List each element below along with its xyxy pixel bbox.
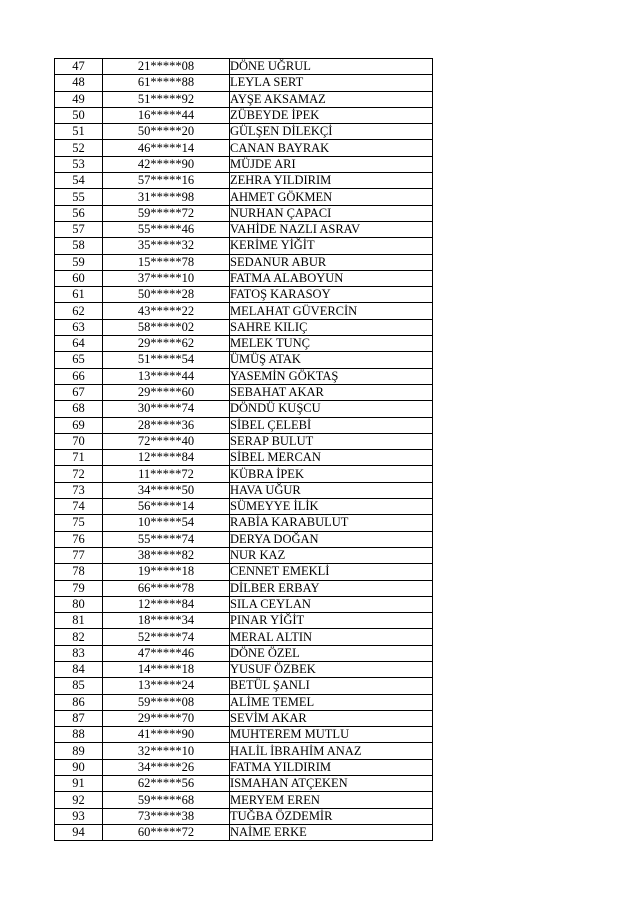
table-row	[55, 694, 433, 710]
table-row	[55, 678, 433, 694]
masked-id-cell: 61*****88	[103, 75, 230, 91]
full-name-cell: TUĞBA ÖZDEMİR	[230, 808, 433, 824]
full-name-cell: MELAHAT GÜVERCİN	[230, 303, 433, 319]
table-row	[55, 531, 433, 547]
row-number-cell: 94	[55, 824, 103, 840]
masked-id-cell: 51*****54	[103, 352, 230, 368]
table-row	[55, 824, 433, 840]
table-row	[55, 727, 433, 743]
row-number-cell: 82	[55, 629, 103, 645]
table-row	[55, 450, 433, 466]
row-number-cell: 80	[55, 596, 103, 612]
table-row	[55, 629, 433, 645]
masked-id-cell: 34*****50	[103, 482, 230, 498]
row-number-cell: 60	[55, 270, 103, 286]
masked-id-cell: 42*****90	[103, 156, 230, 172]
full-name-cell: NURHAN ÇAPACI	[230, 205, 433, 221]
full-name-cell: MUHTEREM MUTLU	[230, 727, 433, 743]
masked-id-cell: 43*****22	[103, 303, 230, 319]
row-number-cell: 77	[55, 547, 103, 563]
full-name-cell: ÜMÜŞ ATAK	[230, 352, 433, 368]
row-number-cell: 48	[55, 75, 103, 91]
row-number-cell: 56	[55, 205, 103, 221]
full-name-cell: YASEMİN GÖKTAŞ	[230, 368, 433, 384]
row-number-cell: 87	[55, 710, 103, 726]
row-number-cell: 79	[55, 580, 103, 596]
full-name-cell: SİBEL ÇELEBİ	[230, 417, 433, 433]
table-row	[55, 238, 433, 254]
table-row	[55, 156, 433, 172]
masked-id-cell: 58*****02	[103, 319, 230, 335]
table-row	[55, 499, 433, 515]
full-name-cell: DÖNE ÖZEL	[230, 645, 433, 661]
row-number-cell: 70	[55, 433, 103, 449]
masked-id-cell: 35*****32	[103, 238, 230, 254]
row-number-cell: 91	[55, 776, 103, 792]
masked-id-cell: 41*****90	[103, 727, 230, 743]
table-row	[55, 759, 433, 775]
full-name-cell: HALİL İBRAHİM ANAZ	[230, 743, 433, 759]
masked-id-cell: 29*****60	[103, 384, 230, 400]
row-number-cell: 92	[55, 792, 103, 808]
masked-id-cell: 14*****18	[103, 661, 230, 677]
table-row	[55, 287, 433, 303]
row-number-cell: 59	[55, 254, 103, 270]
full-name-cell: DÖNE UĞRUL	[230, 59, 433, 75]
full-name-cell: FATOŞ KARASOY	[230, 287, 433, 303]
full-name-cell: LEYLA SERT	[230, 75, 433, 91]
table-row	[55, 661, 433, 677]
row-number-cell: 72	[55, 466, 103, 482]
table-row	[55, 140, 433, 156]
full-name-cell: SERAP BULUT	[230, 433, 433, 449]
row-number-cell: 74	[55, 499, 103, 515]
full-name-cell: CANAN BAYRAK	[230, 140, 433, 156]
masked-id-cell: 32*****10	[103, 743, 230, 759]
masked-id-cell: 30*****74	[103, 401, 230, 417]
row-number-cell: 53	[55, 156, 103, 172]
full-name-cell: KÜBRA İPEK	[230, 466, 433, 482]
full-name-cell: ZÜBEYDE İPEK	[230, 107, 433, 123]
full-name-cell: KERİME YİĞİT	[230, 238, 433, 254]
table-row	[55, 613, 433, 629]
row-number-cell: 90	[55, 759, 103, 775]
full-name-cell: BETÜL ŞANLI	[230, 678, 433, 694]
table-row	[55, 580, 433, 596]
masked-id-cell: 50*****20	[103, 124, 230, 140]
row-number-cell: 88	[55, 727, 103, 743]
full-name-cell: FATMA YILDIRIM	[230, 759, 433, 775]
full-name-cell: SILA CEYLAN	[230, 596, 433, 612]
full-name-cell: NUR KAZ	[230, 547, 433, 563]
masked-id-cell: 59*****68	[103, 792, 230, 808]
roster-table	[54, 58, 433, 841]
table-row	[55, 107, 433, 123]
masked-id-cell: 13*****44	[103, 368, 230, 384]
masked-id-cell: 13*****24	[103, 678, 230, 694]
full-name-cell: MELEK TUNÇ	[230, 336, 433, 352]
masked-id-cell: 18*****34	[103, 613, 230, 629]
table-row	[55, 368, 433, 384]
row-number-cell: 64	[55, 336, 103, 352]
masked-id-cell: 29*****70	[103, 710, 230, 726]
masked-id-cell: 50*****28	[103, 287, 230, 303]
row-number-cell: 83	[55, 645, 103, 661]
full-name-cell: PINAR YİĞİT	[230, 613, 433, 629]
table-row	[55, 173, 433, 189]
masked-id-cell: 56*****14	[103, 499, 230, 515]
table-row	[55, 645, 433, 661]
masked-id-cell: 55*****46	[103, 221, 230, 237]
row-number-cell: 55	[55, 189, 103, 205]
full-name-cell: SEBAHAT AKAR	[230, 384, 433, 400]
full-name-cell: YUSUF ÖZBEK	[230, 661, 433, 677]
row-number-cell: 50	[55, 107, 103, 123]
row-number-cell: 69	[55, 417, 103, 433]
masked-id-cell: 46*****14	[103, 140, 230, 156]
table-row	[55, 336, 433, 352]
row-number-cell: 49	[55, 91, 103, 107]
table-row	[55, 776, 433, 792]
row-number-cell: 54	[55, 173, 103, 189]
full-name-cell: NAİME ERKE	[230, 824, 433, 840]
row-number-cell: 71	[55, 450, 103, 466]
row-number-cell: 76	[55, 531, 103, 547]
full-name-cell: SEDANUR ABUR	[230, 254, 433, 270]
masked-id-cell: 62*****56	[103, 776, 230, 792]
masked-id-cell: 66*****78	[103, 580, 230, 596]
full-name-cell: RABİA KARABULUT	[230, 515, 433, 531]
masked-id-cell: 31*****98	[103, 189, 230, 205]
row-number-cell: 65	[55, 352, 103, 368]
table-row	[55, 466, 433, 482]
masked-id-cell: 12*****84	[103, 596, 230, 612]
full-name-cell: SAHRE KILIÇ	[230, 319, 433, 335]
table-row	[55, 254, 433, 270]
masked-id-cell: 38*****82	[103, 547, 230, 563]
table-row	[55, 189, 433, 205]
table-row	[55, 384, 433, 400]
full-name-cell: MERAL ALTIN	[230, 629, 433, 645]
row-number-cell: 85	[55, 678, 103, 694]
row-number-cell: 67	[55, 384, 103, 400]
full-name-cell: AYŞE AKSAMAZ	[230, 91, 433, 107]
full-name-cell: VAHİDE NAZLI ASRAV	[230, 221, 433, 237]
masked-id-cell: 21*****08	[103, 59, 230, 75]
table-row	[55, 743, 433, 759]
masked-id-cell: 47*****46	[103, 645, 230, 661]
table-row	[55, 547, 433, 563]
full-name-cell: SİBEL MERCAN	[230, 450, 433, 466]
masked-id-cell: 57*****16	[103, 173, 230, 189]
masked-id-cell: 52*****74	[103, 629, 230, 645]
row-number-cell: 51	[55, 124, 103, 140]
table-row	[55, 303, 433, 319]
row-number-cell: 81	[55, 613, 103, 629]
full-name-cell: AHMET GÖKMEN	[230, 189, 433, 205]
full-name-cell: SEVİM AKAR	[230, 710, 433, 726]
masked-id-cell: 60*****72	[103, 824, 230, 840]
table-row	[55, 433, 433, 449]
table-row	[55, 75, 433, 91]
row-number-cell: 57	[55, 221, 103, 237]
masked-id-cell: 11*****72	[103, 466, 230, 482]
full-name-cell: DİLBER ERBAY	[230, 580, 433, 596]
roster-table-body	[55, 59, 433, 841]
row-number-cell: 62	[55, 303, 103, 319]
table-row	[55, 482, 433, 498]
masked-id-cell: 59*****08	[103, 694, 230, 710]
masked-id-cell: 51*****92	[103, 91, 230, 107]
table-row	[55, 352, 433, 368]
table-row	[55, 270, 433, 286]
masked-id-cell: 72*****40	[103, 433, 230, 449]
table-row	[55, 124, 433, 140]
row-number-cell: 58	[55, 238, 103, 254]
full-name-cell: DÖNDÜ KUŞCU	[230, 401, 433, 417]
table-row	[55, 205, 433, 221]
row-number-cell: 89	[55, 743, 103, 759]
table-row	[55, 596, 433, 612]
full-name-cell: CENNET EMEKLİ	[230, 564, 433, 580]
row-number-cell: 73	[55, 482, 103, 498]
masked-id-cell: 12*****84	[103, 450, 230, 466]
table-row	[55, 710, 433, 726]
full-name-cell: MÜJDE ARI	[230, 156, 433, 172]
row-number-cell: 68	[55, 401, 103, 417]
table-row	[55, 564, 433, 580]
table-row	[55, 91, 433, 107]
row-number-cell: 78	[55, 564, 103, 580]
masked-id-cell: 19*****18	[103, 564, 230, 580]
masked-id-cell: 34*****26	[103, 759, 230, 775]
row-number-cell: 52	[55, 140, 103, 156]
masked-id-cell: 59*****72	[103, 205, 230, 221]
masked-id-cell: 73*****38	[103, 808, 230, 824]
full-name-cell: HAVA UĞUR	[230, 482, 433, 498]
full-name-cell: ZEHRA YILDIRIM	[230, 173, 433, 189]
row-number-cell: 47	[55, 59, 103, 75]
table-row	[55, 792, 433, 808]
row-number-cell: 84	[55, 661, 103, 677]
full-name-cell: FATMA ALABOYUN	[230, 270, 433, 286]
row-number-cell: 86	[55, 694, 103, 710]
full-name-cell: MERYEM EREN	[230, 792, 433, 808]
row-number-cell: 66	[55, 368, 103, 384]
masked-id-cell: 28*****36	[103, 417, 230, 433]
table-row	[55, 515, 433, 531]
table-row	[55, 221, 433, 237]
full-name-cell: ISMAHAN ATÇEKEN	[230, 776, 433, 792]
masked-id-cell: 15*****78	[103, 254, 230, 270]
masked-id-cell: 29*****62	[103, 336, 230, 352]
row-number-cell: 61	[55, 287, 103, 303]
row-number-cell: 75	[55, 515, 103, 531]
full-name-cell: SÜMEYYE İLİK	[230, 499, 433, 515]
table-row	[55, 319, 433, 335]
masked-id-cell: 37*****10	[103, 270, 230, 286]
masked-id-cell: 55*****74	[103, 531, 230, 547]
table-row	[55, 401, 433, 417]
row-number-cell: 93	[55, 808, 103, 824]
full-name-cell: GÜLŞEN DİLEKÇİ	[230, 124, 433, 140]
masked-id-cell: 10*****54	[103, 515, 230, 531]
full-name-cell: ALİME TEMEL	[230, 694, 433, 710]
masked-id-cell: 16*****44	[103, 107, 230, 123]
row-number-cell: 63	[55, 319, 103, 335]
table-row	[55, 417, 433, 433]
table-row	[55, 59, 433, 75]
table-row	[55, 808, 433, 824]
full-name-cell: DERYA DOĞAN	[230, 531, 433, 547]
